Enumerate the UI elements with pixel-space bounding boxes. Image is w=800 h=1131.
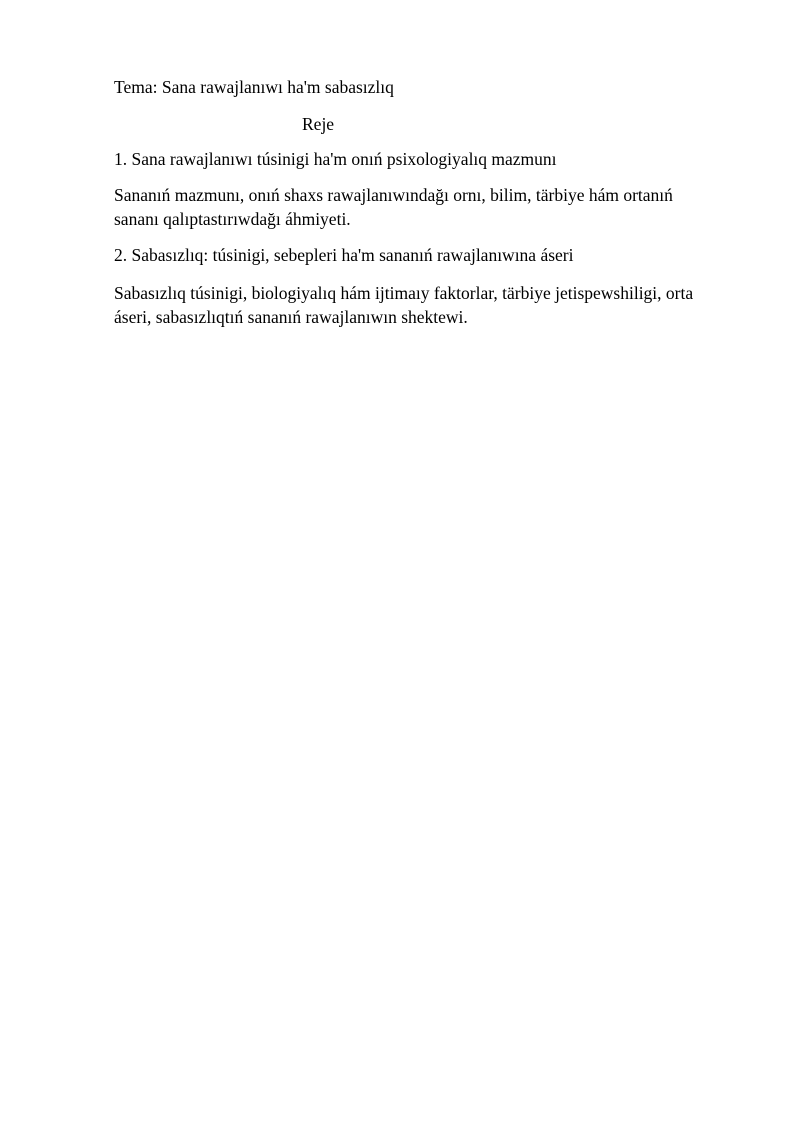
- paragraph-line: Sananıń mazmunı, onıń shaxs rawajlanıwındağı ornı, bilim, tärbiye hám ortanıń: [114, 185, 673, 205]
- paragraph-line: Sabasızlıq túsinigi, biologiyalıq hám ijtimaıy faktorlar, tärbiye jetispewshiligi, orta: [114, 283, 694, 303]
- section-heading-2: 2. Sabasızlıq: túsinigi, sebepleri ha'm sananıń rawajlanıwına áseri: [114, 245, 574, 265]
- section-paragraph-2: [114, 281, 744, 329]
- section-heading-1: 1. Sana rawajlanıwı túsinigi ha'm onıń psixologiyalıq mazmunı: [114, 149, 557, 169]
- section-paragraph-1: [114, 183, 744, 231]
- paragraph-line: sananı qalıptastırıwdağı áhmiyeti.: [114, 209, 351, 229]
- paragraph-line: áseri, sabasızlıqtıń sananıń rawajlanıwın shektewi.: [114, 307, 468, 327]
- document-title: Tema: Sana rawajlanıwı ha'm sabasızlıq: [114, 77, 394, 97]
- plan-heading: Reje: [302, 114, 335, 134]
